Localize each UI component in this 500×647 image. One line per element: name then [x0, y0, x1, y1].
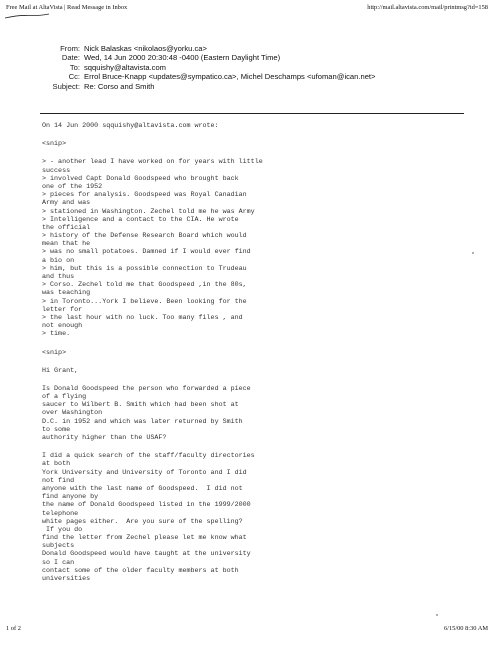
quoted-line: > pieces for analysis. Goodspeed was Royal Canadian	[42, 191, 247, 200]
quoted-line: > stationed in Washington. Zechel told me he was Army	[42, 207, 255, 216]
body-line: I did a quick search of the staff/faculty directories	[42, 452, 255, 461]
meta-row	[30, 72, 375, 81]
body-line: not find	[42, 476, 75, 485]
body-line: York University and University of Toronto and I did	[42, 468, 247, 477]
paragraph-2	[42, 452, 462, 583]
quoted-line: success	[42, 166, 71, 175]
page-header-right: http://mail.altavista.com/mail/printmsg?id=158	[367, 4, 488, 11]
snip-marker: <snip>	[42, 140, 67, 149]
message-body	[42, 122, 462, 583]
greeting: Hi Grant,	[42, 366, 79, 375]
divider-rule	[40, 113, 464, 114]
quoted-block	[42, 158, 462, 338]
body-line: find the letter from Zechel please let me know what	[42, 534, 247, 543]
body-line: D.C. in 1952 and which was later returned by Smith	[42, 417, 243, 426]
meta-label: From:	[60, 44, 80, 53]
quoted-line: > - another lead I have worked on for years with little	[42, 158, 263, 167]
body-line: of a flying	[42, 393, 87, 402]
quoted-line: and thus	[42, 273, 75, 281]
quoted-line: the official	[42, 223, 91, 232]
meta-label: Date:	[61, 53, 80, 63]
scan-speck	[472, 252, 474, 254]
quoted-line: > time.	[42, 330, 71, 339]
pen-stroke-mark	[4, 13, 50, 19]
meta-value: Errol Bruce-Knapp <updates@sympatico.ca>, Michel Deschamps <ufoman@ican.net>	[84, 72, 376, 82]
body-line: universities	[42, 575, 91, 583]
meta-row	[30, 63, 375, 72]
meta-label: Cc:	[68, 72, 80, 82]
body-line: the name of Donald Goodspeed listed in the 1999/2000	[42, 501, 251, 510]
body-line: If you do	[42, 525, 83, 534]
scan-speck	[436, 614, 438, 616]
paragraph-1	[42, 385, 462, 442]
quoted-line: letter for	[42, 305, 83, 314]
meta-value: Wed, 14 Jun 2000 20:30:48 -0400 (Eastern Daylight Time)	[84, 53, 281, 63]
quoted-line: a bio on	[42, 256, 75, 265]
body-line: saucer to Wilbert B. Smith which had been shot at	[42, 401, 239, 410]
quoted-line: > involved Capt Donald Goodspeed who brought back	[42, 174, 239, 183]
meta-label: To:	[69, 62, 80, 72]
page-header-left: Free Mail at AltaVista | Read Message in Inbox	[6, 4, 128, 11]
meta-row	[30, 44, 375, 53]
message-meta	[30, 44, 375, 91]
quoted-line: was teaching	[42, 289, 91, 298]
page-number: 1 of 2	[6, 625, 21, 632]
meta-value: Nick Balaskas <nikolaos@yorku.ca>	[84, 44, 207, 53]
quoted-line: one of the 1952	[42, 182, 103, 191]
body-line: at both	[42, 460, 71, 469]
body-line: subjects	[42, 542, 75, 551]
meta-row	[30, 82, 375, 91]
quoted-line: > was no small potatoes. Damned if I would ever find	[42, 248, 251, 257]
body-line: contact some of the older faculty members at both	[42, 566, 239, 575]
wrote-line: On 14 Jun 2000 sqquishy@altavista.com wrote:	[42, 122, 219, 130]
body-line: white pages either. Are you sure of the spelling?	[42, 517, 243, 526]
body-line: to some	[42, 425, 71, 434]
body-line: over Washington	[42, 409, 103, 418]
quoted-line: > Corso. Zechel told me that Goodspeed ,in the 80s,	[42, 281, 247, 290]
body-line: anyone with the last name of Goodspeed. I did not	[42, 484, 243, 493]
quoted-line: mean that he	[42, 240, 91, 249]
quoted-line: > Intelligence and a contact to the CIA. He wrote	[42, 215, 239, 224]
body-line: authority higher than the USAF?	[42, 434, 167, 442]
body-line: telephone	[42, 509, 79, 518]
quoted-line: > in Toronto...York I believe. Been looking for the	[42, 297, 247, 306]
body-line: Donald Goodspeed would have taught at the university	[42, 550, 251, 559]
meta-label: Subject:	[52, 81, 80, 91]
quoted-line: not enough	[42, 322, 83, 331]
snip-marker: <snip>	[42, 348, 67, 357]
body-line: find anyone by	[42, 493, 99, 502]
body-line: Is Donald Goodspeed the person who forwarded a piece	[42, 384, 251, 393]
quoted-line: > history of the Defense Research Board which would	[42, 232, 247, 241]
meta-value: Re: Corso and Smith	[84, 81, 155, 91]
quoted-line: > the last hour with no luck. Too many files , and	[42, 313, 243, 322]
body-line: so I can	[42, 558, 75, 567]
quoted-line: > him, but this is a possible connection to Trudeau	[42, 264, 247, 273]
quoted-line: Army and was	[42, 199, 91, 208]
print-timestamp: 6/15/00 8:30 AM	[443, 625, 488, 632]
meta-value: sqquishy@altavista.com	[84, 62, 166, 72]
meta-row	[30, 53, 375, 62]
